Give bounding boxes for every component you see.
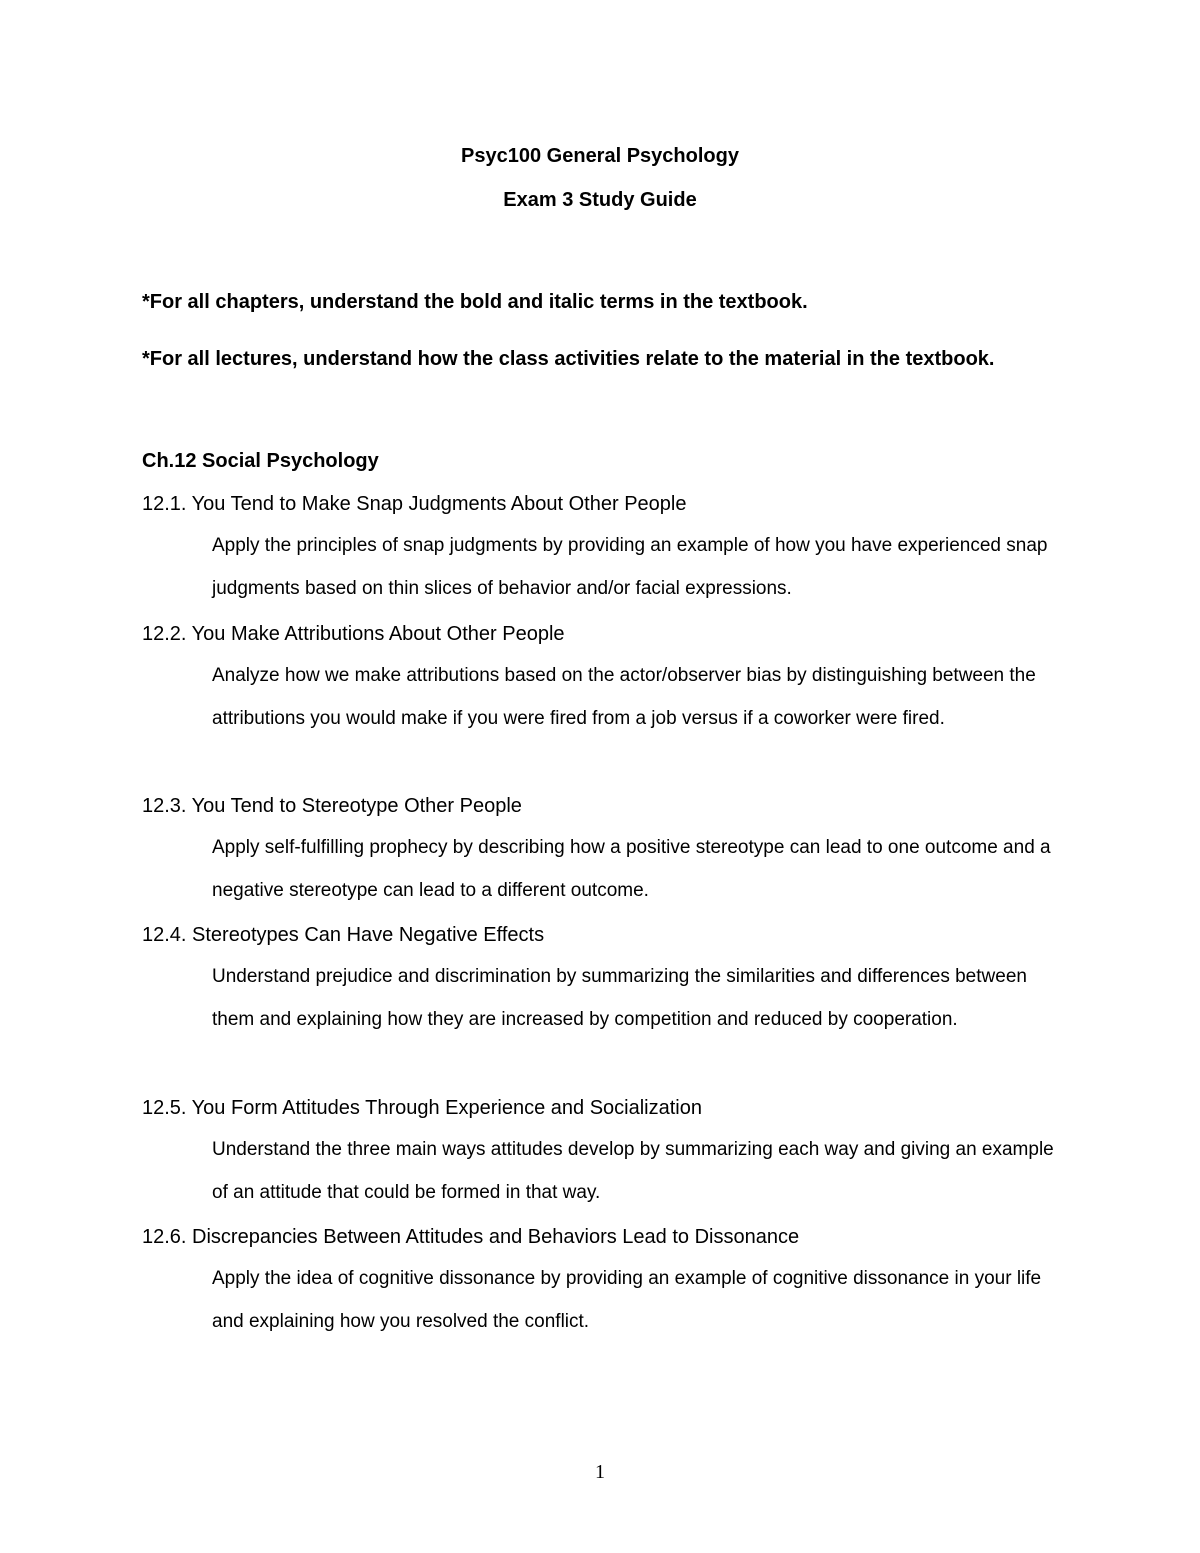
section-description: Apply the idea of cognitive dissonance by providing an example of cognitive dissonance in your life and explaining how you resolved the conflict. (212, 1268, 1042, 1332)
section-title: 12.2. You Make Attributions About Other People (142, 623, 565, 645)
section-12-2 (142, 622, 1102, 740)
section-12-5 (142, 1096, 1102, 1214)
section-description: Analyze how we make attributions based on the actor/observer bias by distinguishing between the attributions you would make if you were fired from a job versus if a coworker were fired. (212, 665, 1036, 729)
section-description: Understand the three main ways attitudes develop by summarizing each way and giving an example of an attitude that could be formed in that way. (212, 1139, 1054, 1203)
section-12-6 (142, 1225, 1102, 1343)
section-description: Understand prejudice and discrimination by summarizing the similarities and differences between them and explaining how they are increased by competition and reduced by cooperation. (212, 966, 1027, 1030)
section-12-4 (142, 923, 1102, 1041)
section-title: 12.3. You Tend to Stereotype Other People (142, 795, 522, 817)
section-12-1 (142, 492, 1102, 610)
section-title: 12.4. Stereotypes Can Have Negative Effects (142, 924, 545, 946)
page-number: 1 (595, 1461, 605, 1483)
course-title: Psyc100 General Psychology (461, 145, 739, 167)
section-title: 12.5. You Form Attitudes Through Experience and Socialization (142, 1097, 702, 1119)
guide-title: Exam 3 Study Guide (503, 189, 697, 211)
chapter-title: Ch.12 Social Psychology (142, 450, 379, 472)
section-title: 12.1. You Tend to Make Snap Judgments About Other People (142, 493, 687, 515)
note-lectures: *For all lectures, understand how the class activities relate to the material in the textbook. (142, 348, 995, 370)
section-description: Apply self-fulfilling prophecy by describing how a positive stereotype can lead to one outcome and a negative stereotype can lead to a different outcome. (212, 837, 1051, 901)
section-description: Apply the principles of snap judgments by providing an example of how you have experienced snap judgments based on thin slices of behavior and/or facial expressions. (212, 535, 1048, 599)
section-title: 12.6. Discrepancies Between Attitudes and Behaviors Lead to Dissonance (142, 1226, 800, 1248)
section-12-3 (142, 794, 1102, 912)
note-chapters: *For all chapters, understand the bold and italic terms in the textbook. (142, 291, 808, 313)
